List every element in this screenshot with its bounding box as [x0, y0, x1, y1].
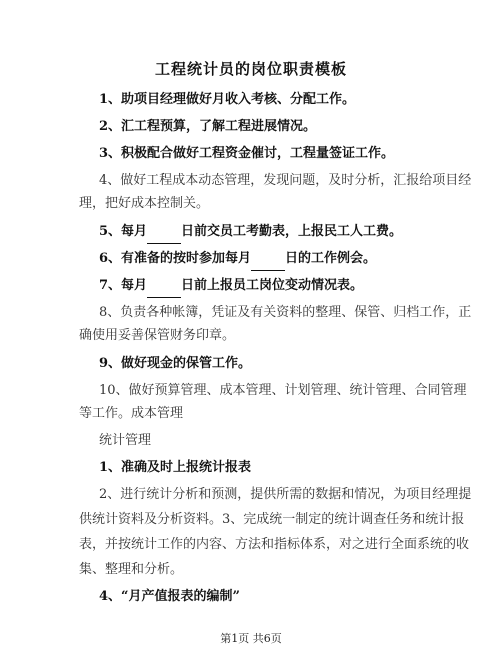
duty-item-5-suffix: 日前交员工考勤表，上报民工人工费。 [181, 224, 403, 239]
duty-item-8-cont: 确使用妥善保管财务印章。 [79, 328, 236, 343]
duty-item-5 [99, 219, 432, 244]
duty-item-3: 3、积极配合做好工程资金催讨，工程量签证工作。 [99, 146, 395, 161]
section-heading-statistics: 统计管理 [99, 433, 152, 448]
fill-blank [147, 283, 181, 298]
stat-item-2-cont: 供统计资料及分析资料。3、完成统一制定的统计调查任务和统计报 [79, 512, 465, 527]
duty-item-10-cont: 等工作。成本管理 [79, 406, 184, 421]
duty-item-4-cont: 理，把好成本控制关。 [79, 196, 210, 211]
duty-item-6-prefix: 6、有准备的按时参加每月 [99, 251, 252, 266]
fill-blank [147, 229, 181, 244]
duty-item-1: 1、助项目经理做好月收入考核、分配工作。 [99, 92, 356, 107]
stat-item-2-cont3: 集、整理和分析。 [79, 562, 184, 577]
stat-item-1: 1、准确及时上报统计报表 [99, 460, 252, 475]
duty-item-2: 2、汇工程预算，了解工程进展情况。 [99, 119, 317, 134]
duty-item-10: 10、做好预算管理、成本管理、计划管理、统计管理、合同管理 [99, 383, 467, 398]
duty-item-7-prefix: 7、每月 [99, 278, 148, 293]
page-footer: 第1页 共6页 [220, 632, 282, 645]
duty-item-6-suffix: 日的工作例会。 [285, 251, 377, 266]
duty-item-4: 4、做好工程成本动态管理，发现问题，及时分析，汇报给项目经 [99, 173, 472, 188]
stat-item-2: 2、进行统计分析和预测，提供所需的数据和情况，为项目经理提 [99, 487, 472, 502]
duty-item-9: 9、做好现金的保管工作。 [99, 356, 252, 371]
duty-item-5-prefix: 5、每月 [99, 224, 148, 239]
duty-item-7-suffix: 日前上报员工岗位变动情况表。 [181, 278, 364, 293]
duty-item-6 [99, 246, 432, 271]
duty-item-8: 8、负责各种帐簿，凭证及有关资料的整理、保管、归档工作，正 [99, 305, 472, 320]
duty-item-7 [99, 273, 432, 298]
document-title: 工程统计员的岗位职责模板 [154, 60, 347, 78]
fill-blank [251, 256, 285, 271]
stat-item-4: 4、“月产值报表的编制” [99, 589, 241, 604]
stat-item-2-cont2: 表，并按统计工作的内容、方法和指标体系，对之进行全面系统的收 [79, 537, 470, 552]
